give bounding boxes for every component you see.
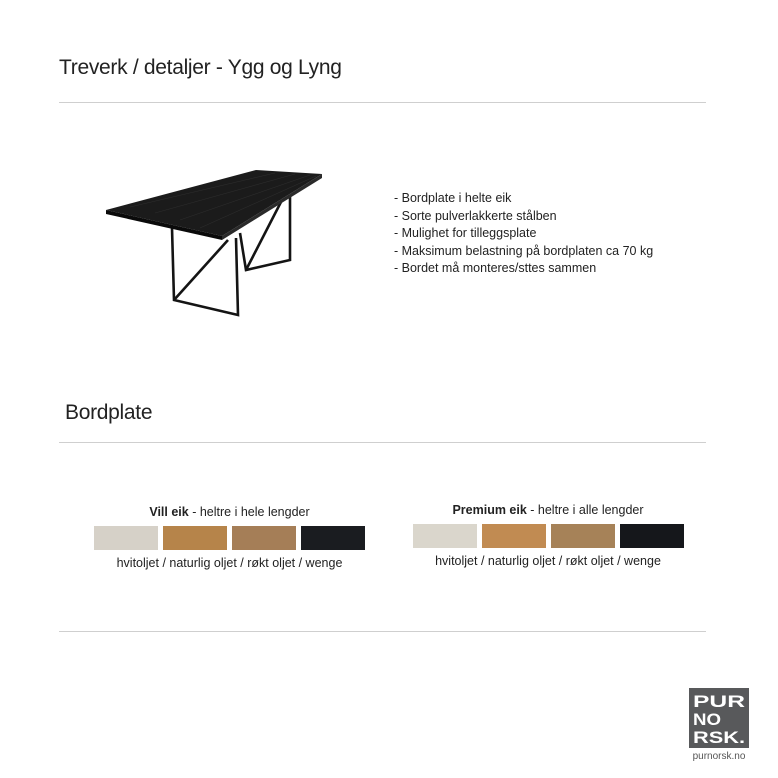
swatch-wenge [301,526,365,550]
wood-option-heading [405,503,691,517]
swatch-wenge [620,524,684,548]
logo-text-line: PUR [693,692,745,711]
swatch-smoked-oiled [551,524,615,548]
wood-option-heading [88,505,371,519]
swatch-white-oiled [413,524,477,548]
wood-option-name: Vill eik [149,505,189,519]
wood-option-description: - heltre i hele lengder [188,505,310,519]
swatch-natural-oiled [163,526,227,550]
wood-option-vill-eik [88,505,371,570]
section-title: Bordplate [65,401,153,424]
table-illustration [100,160,330,325]
finish-swatches [405,524,691,548]
feature-item: - Maksimum belastning på bordplaten ca 70 kg [394,243,654,258]
logo-text-line: RSK. [693,728,745,747]
finish-swatches [88,526,371,550]
swatch-natural-oiled [482,524,546,548]
feature-item: - Bordet må monteres/sttes sammen [394,261,597,275]
brand-logo [689,688,749,748]
divider [59,442,706,443]
swatch-white-oiled [94,526,158,550]
feature-item: - Sorte pulverlakkerte stålben [394,208,557,223]
feature-item: - Mulighet for tilleggsplate [394,226,537,240]
finish-labels: hvitoljet / naturlig oljet / røkt oljet / wenge [116,556,343,570]
divider [59,631,706,632]
wood-option-description: - heltre i alle lengder [526,503,644,517]
feature-list [394,190,653,278]
logo-text-line: NO [693,710,721,729]
wood-option-premium-eik [405,503,691,568]
finish-labels: hvitoljet / naturlig oljet / røkt oljet / wenge [435,554,661,568]
feature-item: - Bordplate i helte eik [394,191,512,205]
swatch-smoked-oiled [232,526,296,550]
page-title: Treverk / detaljer - Ygg og Lyng [59,56,342,79]
wood-option-name: Premium eik [452,503,527,517]
website-url: purnorsk.no [692,751,746,762]
divider [59,102,706,103]
